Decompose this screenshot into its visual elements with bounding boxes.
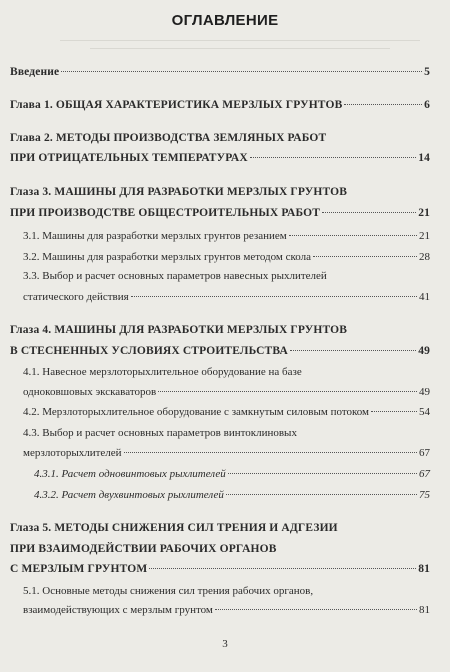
toc-entry-4-3-2[interactable] (34, 489, 430, 501)
toc-page-number: 41 (419, 291, 430, 303)
toc-page-number: 49 (418, 345, 430, 357)
toc-entry-text: 4.3.1. Расчет одновинтовых рыхлителей (34, 468, 226, 480)
leader-dots (61, 71, 422, 72)
toc-entry-text: ПРИ ПРОИЗВОДСТВЕ ОБЩЕСТРОИТЕЛЬНЫХ РАБОТ (10, 207, 321, 219)
toc-page-number: 81 (418, 563, 430, 575)
toc-entry-chapter-1[interactable] (10, 99, 430, 111)
toc-entry-chapter-3-line1: Глаза 3. МАШИНЫ ДЛЯ РАЗРАБОТКИ МЕРЗЛЫХ ГРУНТОВ (10, 186, 348, 198)
toc-page-number: 75 (419, 489, 430, 501)
toc-entry-text: статического действия (23, 291, 129, 303)
toc-entry-text: 4.2. Мерзлоторыхлительное оборудование с замкнутым силовым потоком (23, 406, 370, 418)
toc-entry-4-3-line1: 4.3. Выбор и расчет основных параметров винтоклиновых (23, 427, 297, 439)
toc-entry-text: Глава 1. ОБЩАЯ ХАРАКТЕРИСТИКА МЕРЗЛЫХ ГРУНТОВ (10, 99, 343, 111)
toc-entry-4-1[interactable] (23, 386, 430, 398)
toc-entry-chapter-5[interactable] (10, 563, 430, 575)
toc-entry-5-1[interactable] (23, 604, 430, 616)
toc-entry-text: взаимодействующих с мерзлым грунтом (23, 604, 213, 616)
toc-entry-3-3-line1: 3.3. Выбор и расчет основных параметров навесных рыхлителей (23, 270, 327, 282)
toc-page-number: 21 (419, 230, 430, 242)
toc-entry-chapter-2-line1: Глава 2. МЕТОДЫ ПРОИЗВОДСТВА ЗЕМЛЯНЫХ РАБОТ (10, 132, 327, 144)
leader-dots (226, 494, 417, 495)
toc-entry-text: В СТЕСНЕННЫХ УСЛОВИЯХ СТРОИТЕЛЬСТВА (10, 345, 288, 357)
leader-dots (149, 568, 416, 569)
page-number: 3 (222, 638, 228, 650)
show-through-line (90, 48, 390, 49)
toc-entry-3-2[interactable] (23, 251, 430, 263)
toc-page-number: 6 (424, 99, 430, 111)
toc-page-number: 67 (419, 447, 430, 459)
show-through-line (60, 40, 420, 41)
leader-dots (215, 609, 417, 610)
leader-dots (289, 235, 417, 236)
toc-page-number: 49 (419, 386, 430, 398)
toc-entry-4-3-1[interactable] (34, 468, 430, 480)
toc-entry-4-2[interactable] (23, 406, 430, 418)
toc-page-number: 67 (419, 468, 430, 480)
toc-entry-chapter-4[interactable] (10, 345, 430, 357)
toc-entry-intro[interactable] (10, 66, 430, 78)
leader-dots (158, 391, 417, 392)
toc-entry-text: Введение (10, 66, 60, 78)
toc-entry-text: 3.1. Машины для разработки мерзлых грунтов резанием (23, 230, 287, 242)
leader-dots (228, 473, 417, 474)
toc-entry-3-3[interactable] (23, 291, 430, 303)
leader-dots (290, 350, 416, 351)
toc-page-number: 81 (419, 604, 430, 616)
toc-entry-4-3[interactable] (23, 447, 430, 459)
toc-entry-chapter-5-line1: Глаза 5. МЕТОДЫ СНИЖЕНИЯ СИЛ ТРЕНИЯ И АДГЕЗИИ (10, 522, 338, 534)
leader-dots (344, 104, 422, 105)
toc-entry-chapter-5-line2: ПРИ ВЗАИМОДЕЙСТВИИ РАБОЧИХ ОРГАНОВ (10, 543, 277, 555)
toc-entry-3-1[interactable] (23, 230, 430, 242)
leader-dots (371, 411, 417, 412)
toc-entry-4-1-line1: 4.1. Навесное мерзлоторыхлительное оборудование на базе (23, 366, 302, 378)
leader-dots (250, 157, 416, 158)
toc-entry-text: одноковшовых экскаваторов (23, 386, 157, 398)
toc-page-number: 28 (419, 251, 430, 263)
toc-page-number: 21 (418, 207, 430, 219)
leader-dots (322, 212, 416, 213)
toc-entry-text: 3.2. Машины для разработки мерзлых грунтов методом скола (23, 251, 312, 263)
leader-dots (124, 452, 417, 453)
toc-page-number: 54 (419, 406, 430, 418)
toc-entry-text: ПРИ ОТРИЦАТЕЛЬНЫХ ТЕМПЕРАТУРАХ (10, 152, 248, 164)
toc-page-number: 5 (424, 66, 430, 78)
toc-entry-chapter-4-line1: Глаза 4. МАШИНЫ ДЛЯ РАЗРАБОТКИ МЕРЗЛЫХ ГРУНТОВ (10, 324, 348, 336)
toc-entry-5-1-line1: 5.1. Основные методы снижения сил трения рабочих органов, (23, 585, 314, 597)
toc-page-number: 14 (418, 152, 430, 164)
toc-entry-chapter-2[interactable] (10, 152, 430, 164)
toc-entry-text: мерзлоторыхлителей (23, 447, 122, 459)
leader-dots (313, 256, 417, 257)
leader-dots (131, 296, 417, 297)
toc-entry-chapter-3[interactable] (10, 207, 430, 219)
toc-entry-text: 4.3.2. Расчет двухвинтовых рыхлителей (34, 489, 224, 501)
page-title: ОГЛАВЛЕНИЕ (171, 12, 279, 29)
toc-entry-text: С МЕРЗЛЫМ ГРУНТОМ (10, 563, 148, 575)
